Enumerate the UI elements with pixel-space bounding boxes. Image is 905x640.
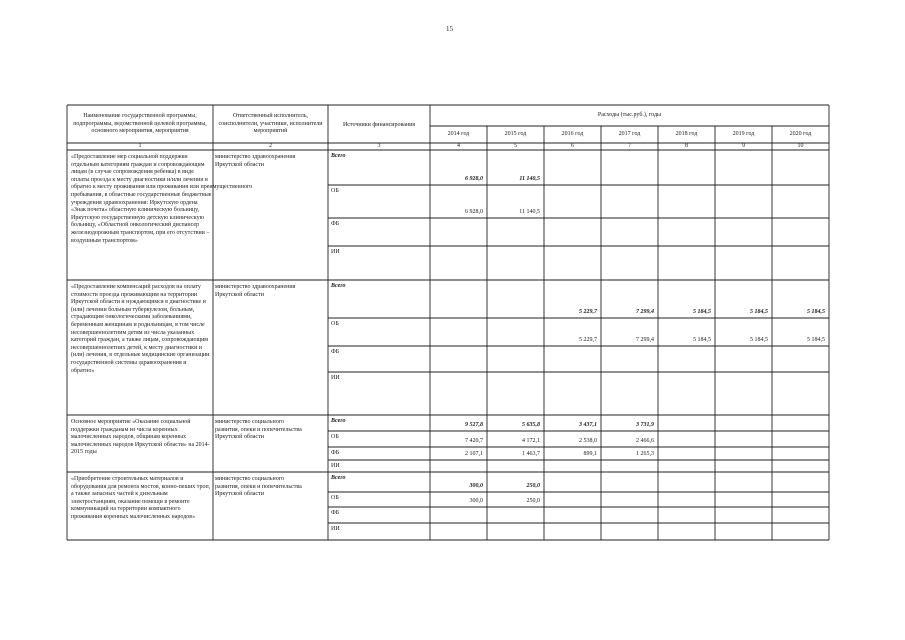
- row-name-line: «Предоставление мер социальной поддержки: [71, 154, 188, 160]
- row-name-line: коммуникаций на территории компактного: [71, 506, 181, 513]
- row-name-line: несовершеннолетним детям из числа указанных: [71, 329, 195, 336]
- column-number: 4: [457, 143, 460, 149]
- source-label-fb: ФБ: [331, 450, 340, 456]
- header-year: 2014 год: [447, 131, 470, 137]
- source-label-ii: ИИ: [331, 463, 340, 469]
- row-name-line: малочисленных народов, общинам коренных: [71, 434, 187, 441]
- cell-value-fb: 1 265,3: [636, 451, 654, 457]
- column-number: 5: [514, 143, 517, 149]
- row-name-line: оплаты проезда к месту диагностики и/или лечения и: [71, 176, 208, 183]
- row-name-line: (или) лечения, в отдельные медицинские организации: [71, 352, 210, 359]
- row-name-line: а также запасных частей к дизельным: [71, 491, 168, 498]
- cell-value-ob: 11 140,5: [519, 209, 540, 215]
- column-number: 1: [138, 143, 142, 149]
- row-name-line: категорий граждан, а также лицам, сопровождающим: [71, 337, 209, 344]
- cell-value-ob: 2 538,0: [579, 438, 597, 444]
- source-label-ii: ИИ: [331, 375, 340, 381]
- source-label-total: Всего: [331, 475, 346, 481]
- row-executor-line: министерство здравоохранения: [215, 154, 296, 160]
- row-name-line: 2015 годы: [71, 449, 97, 456]
- header-year: 2018 год: [675, 131, 698, 137]
- column-number: 8: [685, 143, 688, 149]
- header-year: 2016 год: [561, 131, 584, 137]
- row-name-line: воздушным транспортом»: [71, 237, 138, 244]
- header-source: Источники финансирования: [342, 122, 416, 128]
- source-label-ii: ИИ: [331, 526, 340, 532]
- cell-value-total: 5 184,5: [693, 309, 711, 315]
- cell-value-ob: 5 229,7: [579, 337, 597, 343]
- cell-value-total: 250,0: [526, 483, 540, 489]
- cell-value-total: 5 635,8: [522, 422, 540, 428]
- header-year: 2015 год: [504, 131, 527, 137]
- cell-value-total: 3 731,9: [636, 422, 654, 428]
- cell-value-ob: 6 928,0: [465, 209, 483, 215]
- row-name-line: лицам (в случае сопровождения ребенка) в виде: [71, 169, 194, 176]
- row-name-line: «Предоставление компенсаций расходов на оплату: [71, 284, 201, 290]
- source-label-fb: ФБ: [331, 510, 340, 516]
- source-label-total: Всего: [331, 153, 346, 159]
- column-number: 9: [742, 143, 745, 149]
- cell-value-total: 9 527,8: [465, 422, 483, 428]
- source-label-total: Всего: [331, 418, 346, 424]
- column-number: 6: [571, 143, 574, 149]
- cell-value-ob: 5 184,5: [750, 337, 768, 343]
- row-name-line: Иркутскую государственную детскую клиническую: [71, 214, 205, 221]
- row-name-line: несовершеннолетних детей, к месту диагностики и: [71, 344, 202, 351]
- row-executor-line: Иркутской области: [215, 491, 264, 498]
- row-executor-line: министерство здравоохранения: [215, 284, 296, 290]
- row-name-line: поддержки гражданам из числа коренных: [71, 426, 178, 433]
- source-label-ob: ОБ: [331, 495, 339, 501]
- row-executor-line: Иркутской области: [215, 291, 264, 298]
- row-name-line: государственной системы здравоохранения и: [71, 360, 187, 366]
- cell-value-total: 300,0: [469, 483, 483, 489]
- cell-value-fb: 2 107,1: [465, 451, 483, 457]
- row-name-line: «Знак почета» областную клиническую больницу,: [71, 207, 200, 214]
- row-executor-line: Иркутской области: [215, 161, 264, 168]
- cell-value-fb: 1 463,7: [522, 451, 540, 457]
- header-name: Наименование государственной программы, подпрограммы, ведомственной целевой программы, основного мероприятия, мероприятия: [73, 113, 207, 135]
- row-executor-line: Иркутской области: [215, 434, 264, 441]
- cell-value-total: 11 140,5: [519, 176, 540, 182]
- cell-value-ob: 2 466,6: [636, 438, 654, 444]
- row-executor-line: развития, опеки и попечительства: [215, 426, 302, 433]
- cell-value-total: 5 184,5: [750, 309, 768, 315]
- source-label-ob: ОБ: [331, 188, 339, 194]
- column-number: 7: [628, 143, 631, 149]
- header-year: 2017 год: [618, 131, 641, 137]
- source-label-fb: ФБ: [331, 221, 340, 227]
- row-name-line: стоимости проезда проживающим на территории: [71, 291, 198, 298]
- cell-value-ob: 5 184,5: [807, 337, 825, 343]
- cell-value-ob: 300,0: [469, 498, 483, 504]
- row-name-line: проживания коренных малочисленных народов»: [71, 514, 196, 520]
- row-executor-line: министерство социального: [215, 476, 285, 482]
- cell-value-ob: 4 172,1: [522, 438, 540, 444]
- row-name-line: отдельным категориям граждан и сопровождающим: [71, 161, 205, 168]
- row-name-line: обратно»: [71, 367, 95, 374]
- cell-value-total: 3 437,1: [579, 422, 597, 428]
- row-name-line: Иркутской области и нуждающимся в диагностике и: [71, 299, 206, 306]
- cell-value-ob: 5 184,5: [693, 337, 711, 343]
- row-name-line: страдающим онкологическими заболеваниями,: [71, 314, 192, 321]
- row-name-line: «Приобретение строительных материалов и: [71, 476, 184, 482]
- header-executor: Ответственный исполнитель, соисполнители, участники, исполнители мероприятий: [218, 113, 323, 135]
- source-label-ob: ОБ: [331, 434, 339, 440]
- header-year: 2019 год: [732, 131, 755, 137]
- source-label-ob: ОБ: [331, 321, 339, 327]
- cell-value-total: 7 299,4: [636, 309, 654, 315]
- source-label-ii: ИИ: [331, 249, 340, 255]
- column-number: 2: [269, 143, 272, 149]
- row-executor-line: министерство социального: [215, 419, 285, 425]
- page-number: 15: [446, 25, 453, 33]
- cell-value-total: 5 184,5: [807, 309, 825, 315]
- source-label-fb: ФБ: [331, 349, 340, 355]
- row-name-line: учреждения здравоохранения: Иркутскую ордена: [71, 199, 198, 206]
- row-name-line: пребывания, в областные государственные бюджетные: [71, 192, 212, 198]
- row-name-line: (или) лечении больным туберкулезом, больным,: [71, 306, 195, 313]
- row-name-line: электростанциям, оказание помощи в ремонте: [71, 498, 190, 505]
- row-name-line: Основное мероприятие «Оказание социальной: [71, 419, 191, 425]
- cell-value-ob: 250,0: [526, 498, 540, 504]
- column-number: 3: [377, 143, 381, 149]
- header-year: 2020 год: [789, 131, 812, 137]
- row-executor-line: развития, опеки и попечительства: [215, 483, 302, 490]
- row-name-line: малочисленных народов Иркутской области» на 2014-: [71, 441, 210, 448]
- cell-value-total: 5 229,7: [579, 309, 597, 315]
- row-name-line: оборудования для ремонта мостов, конно-пеших троп,: [71, 483, 211, 490]
- row-name-line: больницу, «Областной онкологический диспансер: [71, 222, 199, 229]
- cell-value-ob: 7 299,4: [636, 337, 654, 343]
- cell-value-fb: 899,1: [583, 451, 597, 457]
- row-name-line: беременным женщинам и родильницам, в том числе: [71, 322, 205, 328]
- cell-value-total: 6 928,0: [465, 176, 483, 182]
- column-number: 10: [797, 143, 804, 149]
- source-label-total: Всего: [331, 283, 346, 289]
- cell-value-ob: 7 420,7: [465, 438, 483, 444]
- row-name-line: обратно к месту проживания или проживания или преимущественного: [71, 184, 253, 191]
- row-name-line: железнодорожным транспортом, при его отсутствии –: [71, 230, 210, 236]
- header-expenses: Расходы (тыс.руб.), годы: [597, 112, 662, 118]
